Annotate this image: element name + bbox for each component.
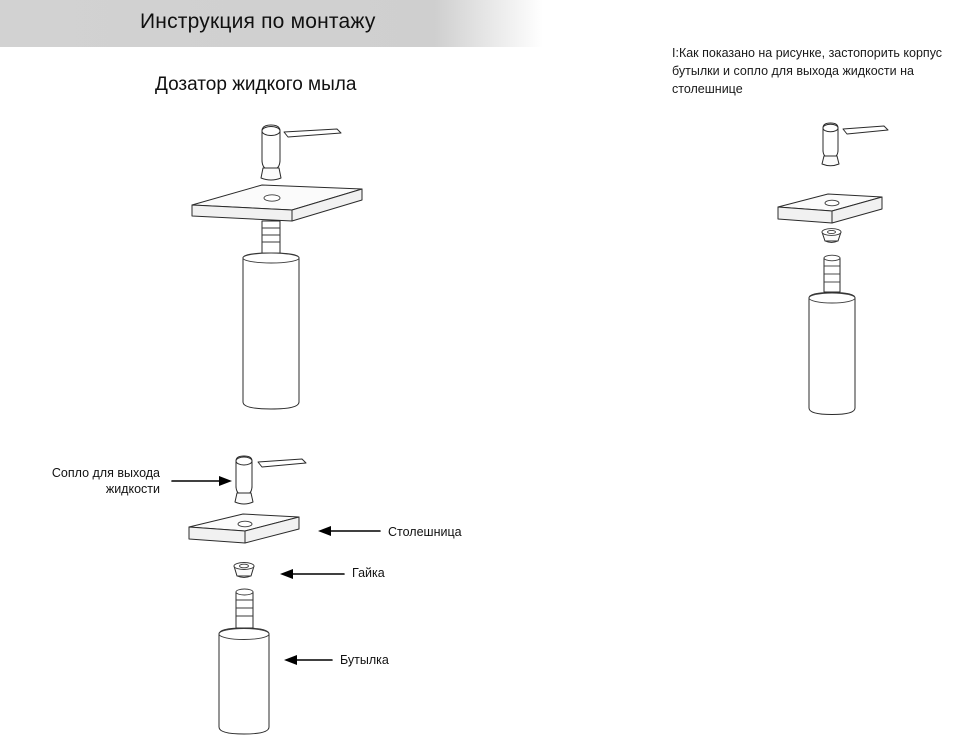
section-title: Дозатор жидкого мыла <box>155 74 357 95</box>
callout-arrows <box>172 476 380 665</box>
label-nozzle-line1: Сопло для выхода <box>51 466 160 480</box>
page-title: Инструкция по монтажу <box>140 10 376 33</box>
label-countertop: Столешница <box>388 525 462 539</box>
label-bottle: Бутылка <box>340 653 389 667</box>
assembled-dispenser-figure <box>192 125 362 409</box>
label-nut: Гайка <box>352 566 385 580</box>
assembly-note: I:Как показано на рисунке, застопорить корпус бутылки и сопло для выхода жидкости на столешнице <box>672 46 943 96</box>
label-nozzle-line2: жидкости <box>105 482 160 496</box>
exploded-dispenser-figure <box>189 456 306 734</box>
right-exploded-dispenser-figure <box>778 123 888 415</box>
label-nozzle <box>40 465 160 497</box>
